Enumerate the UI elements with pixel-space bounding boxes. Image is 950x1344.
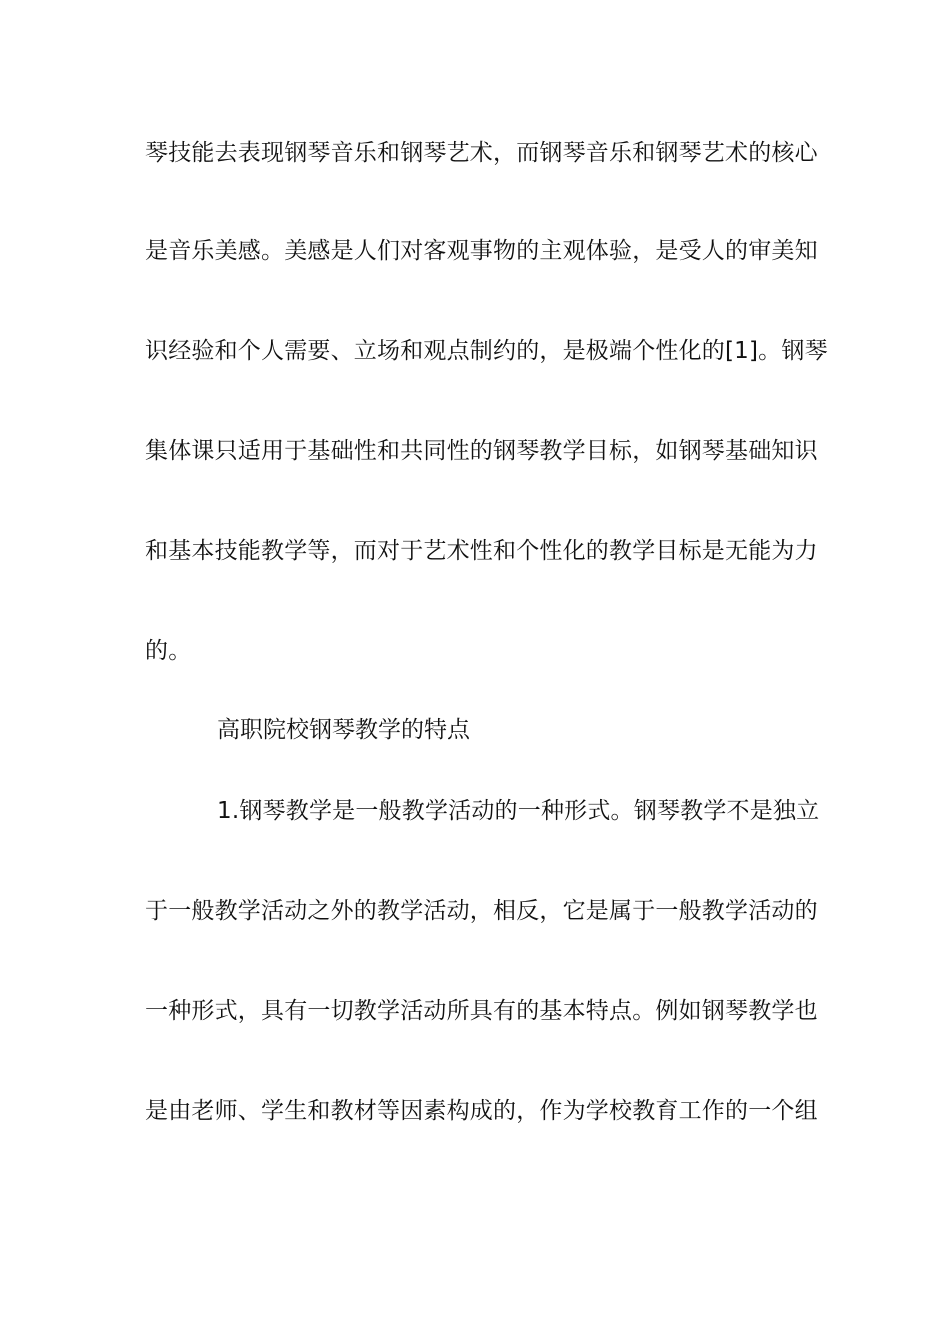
paragraph-line: 琴技能去表现钢琴音乐和钢琴艺术，而钢琴音乐和钢琴艺术的核心 <box>145 140 818 166</box>
paragraph-line: 一种形式，具有一切教学活动所具有的基本特点。例如钢琴教学也 <box>145 998 818 1024</box>
paragraph-line: 是由老师、学生和教材等因素构成的，作为学校教育工作的一个组 <box>145 1098 818 1124</box>
paragraph-line: 集体课只适用于基础性和共同性的钢琴教学目标，如钢琴基础知识 <box>145 438 818 464</box>
section-heading: 高职院校钢琴教学的特点 <box>217 717 470 743</box>
paragraph-line: 和基本技能教学等，而对于艺术性和个性化的教学目标是无能为力 <box>145 538 818 564</box>
paragraph-line: 识经验和个人需要、立场和观点制约的，是极端个性化的[1]。钢琴 <box>145 338 828 364</box>
paragraph-line: 1.钢琴教学是一般教学活动的一种形式。钢琴教学不是独立 <box>217 798 820 824</box>
paragraph-line: 的。 <box>145 638 192 664</box>
paragraph-line: 于一般教学活动之外的教学活动，相反，它是属于一般教学活动的 <box>145 898 818 924</box>
paragraph-line: 是音乐美感。美感是人们对客观事物的主观体验，是受人的审美知 <box>145 238 818 264</box>
